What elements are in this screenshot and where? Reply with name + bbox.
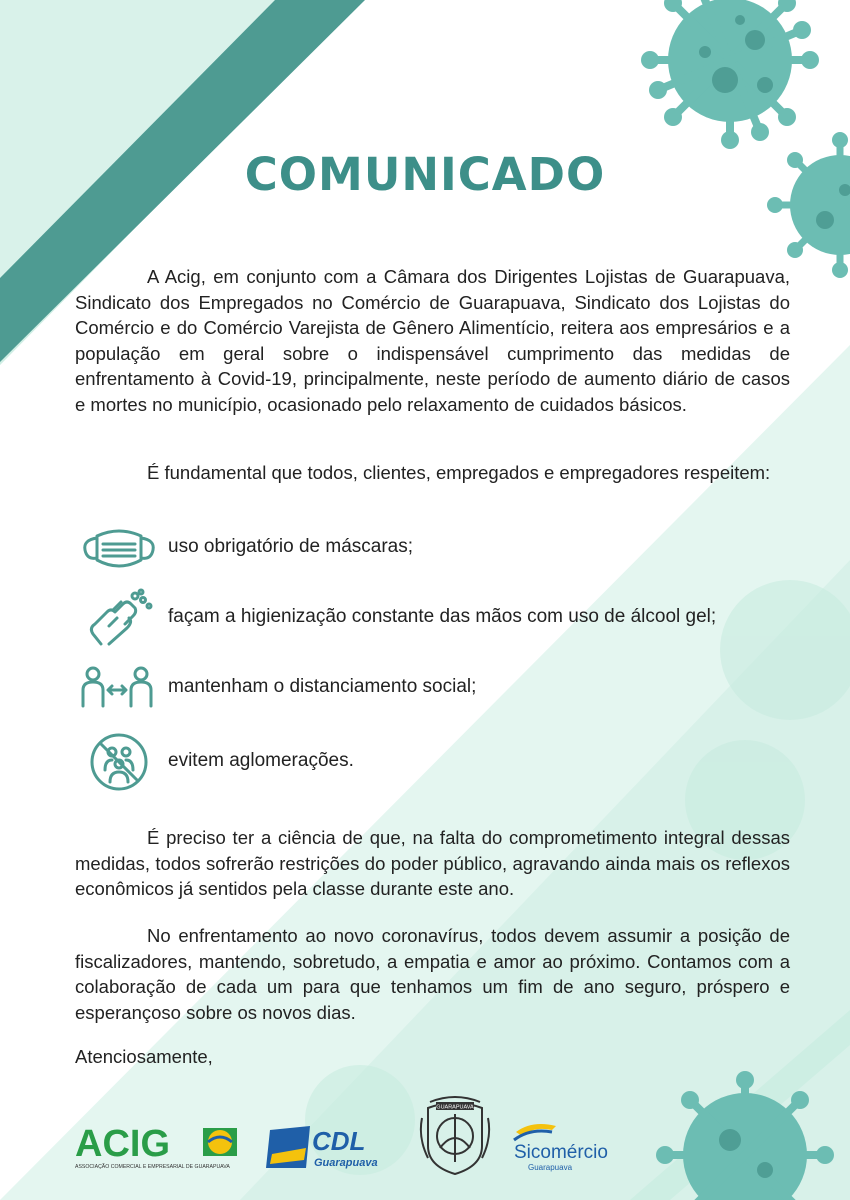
measure-item-hand-washing (75, 588, 795, 648)
guarapuava-seal-logo (418, 1088, 492, 1180)
measure-item-social-distance (75, 658, 795, 718)
restrictions-paragraph (75, 825, 790, 902)
acig-logo (75, 1122, 240, 1172)
sicomercio-swoosh-icon (514, 1124, 556, 1140)
collaboration-paragraph (75, 923, 790, 1025)
social-distance-icon (79, 658, 159, 718)
acig-emblem-icon (203, 1128, 237, 1156)
measure-item-no-crowds (75, 732, 795, 792)
no-crowds-icon (79, 732, 159, 792)
collaboration-paragraph-text: No enfrentamento ao novo coronavírus, todos devem assumir a posição de fiscalizadores, mantendo, sobretudo, a empatia e amor ao próximo. Contamos com a colaboração de cada um para que tenhamos um fim de ano seguro, próspero e esperançoso sobre os novos dias. (75, 925, 790, 1023)
mask-icon (79, 518, 159, 578)
measures-intro-text: É fundamental que todos, clientes, empregados e empregadores respeitem: (147, 462, 771, 483)
sicomercio-logo-subtitle: Guarapuava (528, 1163, 573, 1172)
measure-text-no-crowds: evitem aglomerações. (168, 750, 354, 771)
measure-text-social-distance: mantenham o distanciamento social; (168, 676, 477, 697)
cdl-logo-name: CDL (312, 1126, 366, 1156)
acig-logo-name: ACIG (75, 1123, 170, 1165)
seal-logo-name: GUARAPUAVA (436, 1104, 474, 1111)
intro-paragraph (75, 264, 790, 417)
cdl-logo-subtitle: Guarapuava (314, 1157, 378, 1169)
acig-logo-subtitle: ASSOCIAÇÃO COMERCIAL E EMPRESARIAL DE GUARAPUAVA (75, 1164, 230, 1170)
sicomercio-logo (512, 1118, 632, 1172)
measure-text-mask: uso obrigatório de máscaras; (168, 536, 414, 557)
measures-intro-paragraph (75, 460, 790, 486)
closing-text: Atenciosamente, (75, 1046, 213, 1067)
measure-text-hand-washing: façam a higienização constante das mãos com uso de álcool gel; (168, 606, 717, 627)
intro-paragraph-text: A Acig, em conjunto com a Câmara dos Dirigentes Lojistas de Guarapuava, Sindicato dos Empregados no Comércio de Guarapuava, Sindicato dos Lojistas do Comércio e do Comércio Varejista de Gênero Alimentício, reitera aos empresários e a população em geral sobre o indispensável cumprimento das medidas de enfrentamento à Covid-19, principalmente, neste período de aumento diário de casos e mortes no município, ocasionado pelo relaxamento de cuidados básicos. (75, 266, 790, 415)
measure-item-mask (75, 518, 795, 578)
page-title: COMUNICADO (244, 148, 606, 201)
cdl-logo (266, 1122, 384, 1172)
restrictions-paragraph-text: É preciso ter a ciência de que, na falta do comprometimento integral dessas medidas, todos sofrerão restrições do poder público, agravando ainda mais os reflexos econômicos já sentidos pela classe durante este ano. (75, 827, 790, 899)
hand-washing-icon (79, 588, 159, 648)
sicomercio-logo-name: Sicomércio (514, 1142, 608, 1163)
cdl-emblem-icon (266, 1126, 310, 1168)
